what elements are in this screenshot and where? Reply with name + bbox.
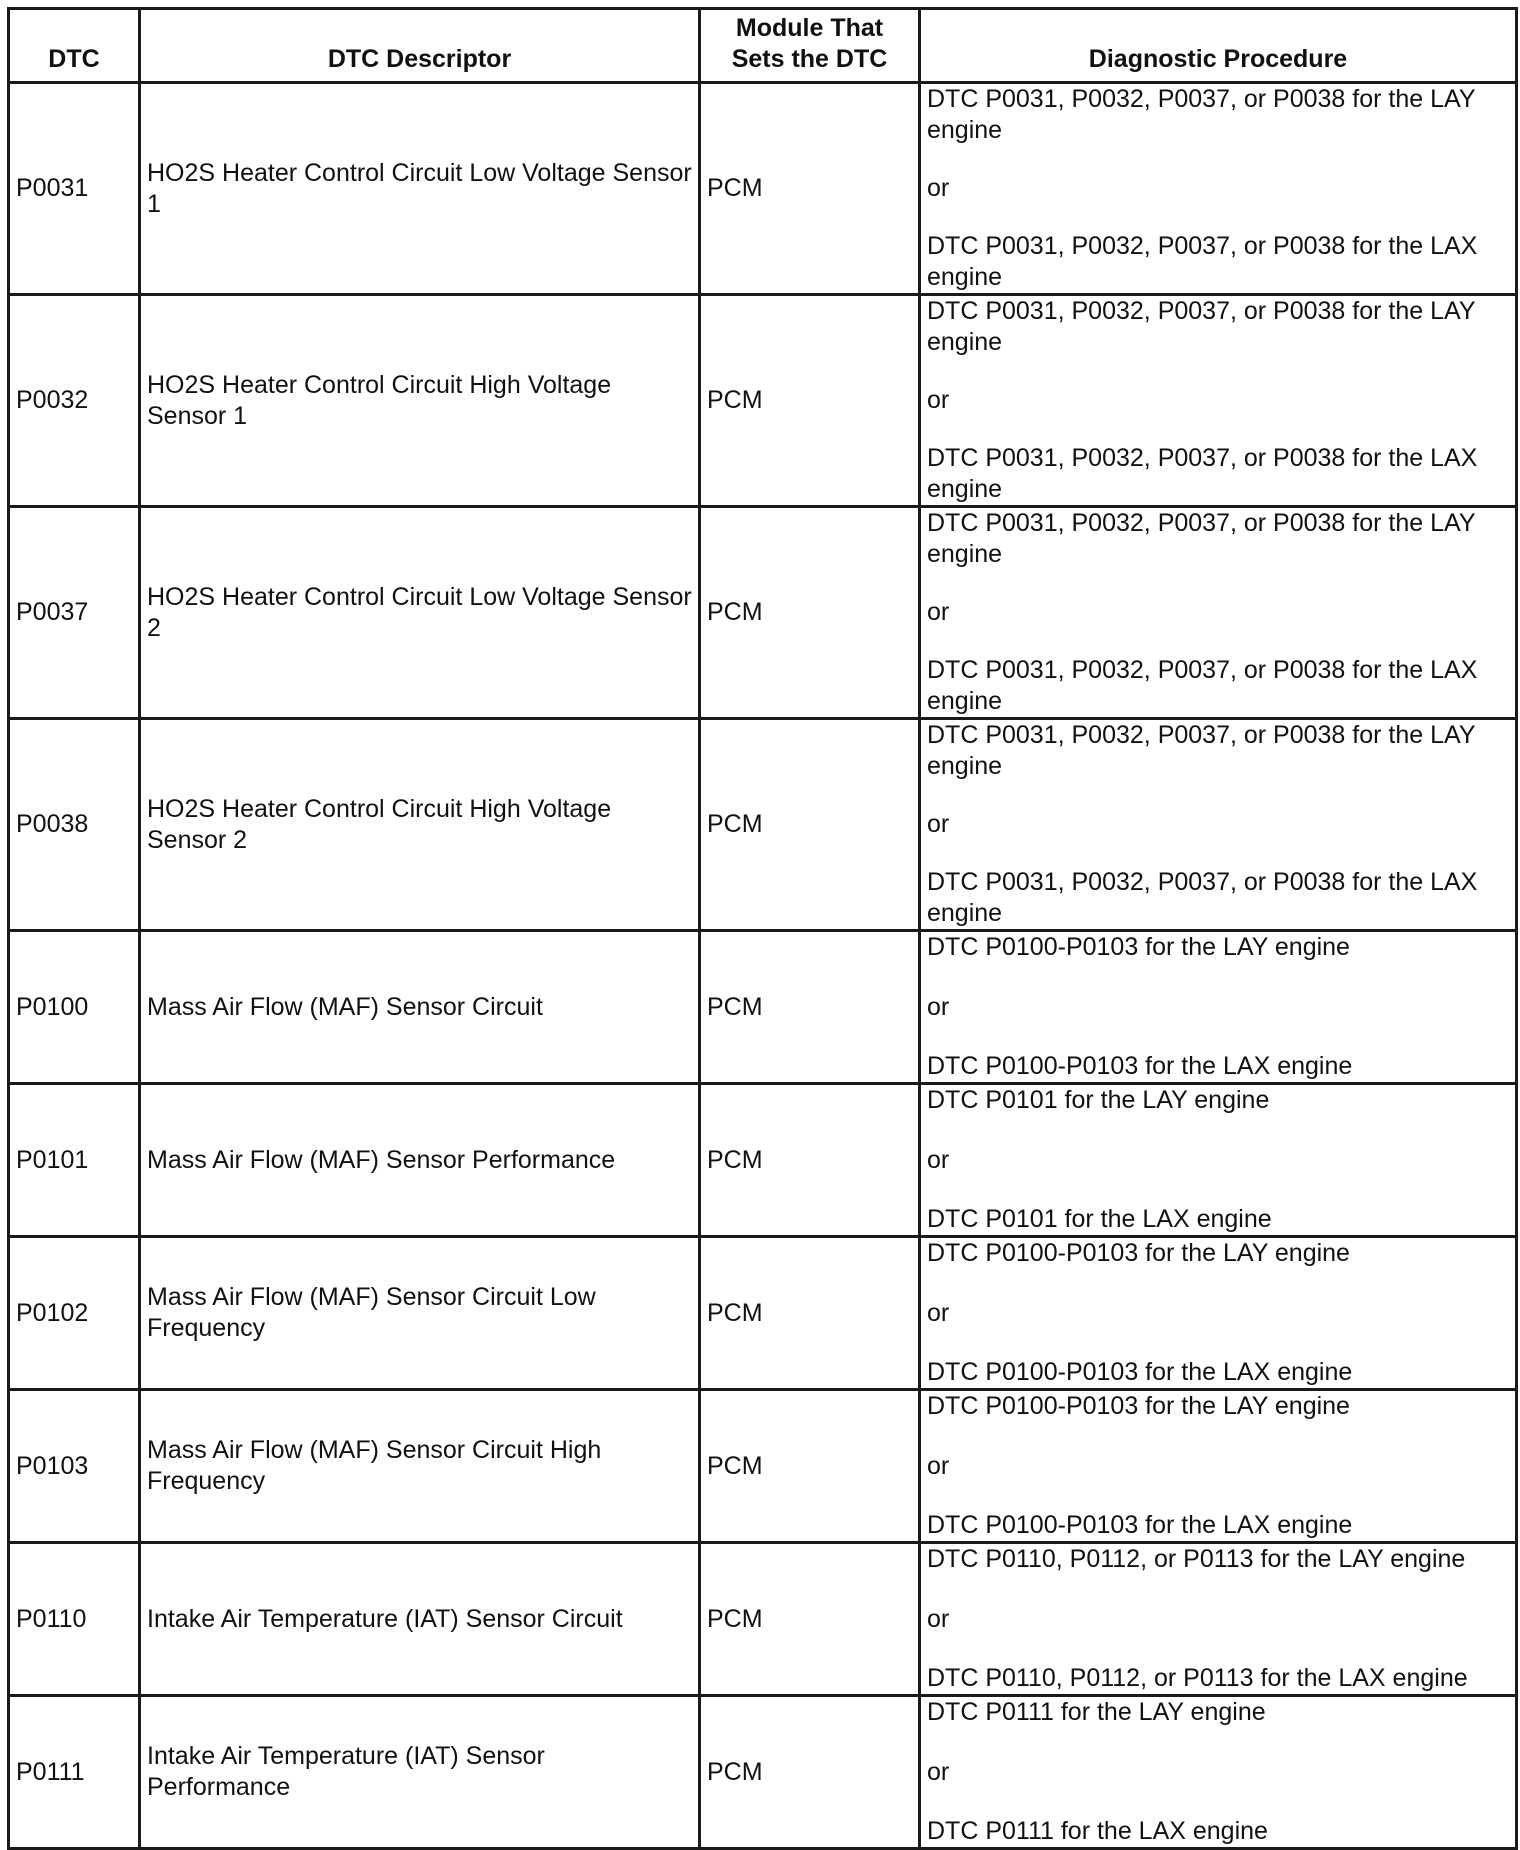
procedure-link-lay[interactable]: DTC P0031, P0032, P0037, or P0038 for the LAY engine xyxy=(927,297,1476,356)
diagnostic-procedure xyxy=(920,507,1517,719)
dtc-code: P0032 xyxy=(9,295,140,507)
dtc-descriptor: HO2S Heater Control Circuit High Voltage Sensor 2 xyxy=(140,719,700,931)
procedure-link-lax[interactable]: DTC P0031, P0032, P0037, or P0038 for the LAX engine xyxy=(927,656,1478,715)
procedure-link-lay[interactable]: DTC P0031, P0032, P0037, or P0038 for the LAY engine xyxy=(927,509,1476,568)
dtc-descriptor: Mass Air Flow (MAF) Sensor Circuit Low Frequency xyxy=(140,1237,700,1390)
procedure-link-lax[interactable]: DTC P0100-P0103 for the LAX engine xyxy=(927,1052,1353,1080)
dtc-descriptor: Mass Air Flow (MAF) Sensor Performance xyxy=(140,1084,700,1237)
procedure-link-lax[interactable]: DTC P0101 for the LAX engine xyxy=(927,1205,1272,1233)
dtc-descriptor: HO2S Heater Control Circuit Low Voltage Sensor 1 xyxy=(140,83,700,295)
table-row xyxy=(9,295,1517,507)
dtc-code: P0037 xyxy=(9,507,140,719)
header-module: Module That Sets the DTC xyxy=(700,9,920,83)
table-row xyxy=(9,507,1517,719)
procedure-link-lax[interactable]: DTC P0031, P0032, P0037, or P0038 for the LAX engine xyxy=(927,232,1478,291)
procedure-link-lay[interactable]: DTC P0101 for the LAY engine xyxy=(927,1086,1270,1114)
dtc-descriptor: HO2S Heater Control Circuit Low Voltage Sensor 2 xyxy=(140,507,700,719)
dtc-module: PCM xyxy=(700,507,920,719)
dtc-code: P0111 xyxy=(9,1696,140,1849)
dtc-module: PCM xyxy=(700,83,920,295)
procedure-or: or xyxy=(927,174,950,202)
dtc-module: PCM xyxy=(700,1696,920,1849)
table-row xyxy=(9,83,1517,295)
dtc-code: P0100 xyxy=(9,931,140,1084)
procedure-link-lax[interactable]: DTC P0100-P0103 for the LAX engine xyxy=(927,1358,1353,1386)
header-dtc: DTC xyxy=(9,9,140,83)
dtc-code: P0101 xyxy=(9,1084,140,1237)
diagnostic-procedure xyxy=(920,1696,1517,1849)
dtc-code: P0110 xyxy=(9,1543,140,1696)
dtc-descriptor: Mass Air Flow (MAF) Sensor Circuit xyxy=(140,931,700,1084)
dtc-module: PCM xyxy=(700,719,920,931)
diagnostic-procedure xyxy=(920,719,1517,931)
dtc-module: PCM xyxy=(700,1084,920,1237)
diagnostic-procedure xyxy=(920,1543,1517,1696)
dtc-module: PCM xyxy=(700,1390,920,1543)
dtc-module: PCM xyxy=(700,931,920,1084)
procedure-link-lay[interactable]: DTC P0110, P0112, or P0113 for the LAY engine xyxy=(927,1545,1466,1573)
table-row xyxy=(9,1390,1517,1543)
dtc-descriptor: Intake Air Temperature (IAT) Sensor Performance xyxy=(140,1696,700,1849)
procedure-link-lax[interactable]: DTC P0110, P0112, or P0113 for the LAX engine xyxy=(927,1664,1468,1692)
procedure-or: or xyxy=(927,1298,950,1327)
dtc-module: PCM xyxy=(700,1237,920,1390)
dtc-descriptor: Mass Air Flow (MAF) Sensor Circuit High Frequency xyxy=(140,1390,700,1543)
procedure-or: or xyxy=(927,1757,950,1786)
dtc-descriptor: Intake Air Temperature (IAT) Sensor Circuit xyxy=(140,1543,700,1696)
table-row xyxy=(9,1543,1517,1696)
table-row xyxy=(9,1696,1517,1849)
dtc-descriptor: HO2S Heater Control Circuit High Voltage Sensor 1 xyxy=(140,295,700,507)
procedure-link-lax[interactable]: DTC P0111 for the LAX engine xyxy=(927,1817,1268,1845)
dtc-code: P0038 xyxy=(9,719,140,931)
procedure-link-lax[interactable]: DTC P0031, P0032, P0037, or P0038 for the LAX engine xyxy=(927,868,1478,927)
procedure-or: or xyxy=(927,1145,950,1174)
procedure-or: or xyxy=(927,810,950,838)
procedure-link-lay[interactable]: DTC P0111 for the LAY engine xyxy=(927,1698,1266,1726)
diagnostic-procedure xyxy=(920,931,1517,1084)
diagnostic-procedure xyxy=(920,1084,1517,1237)
diagnostic-procedure xyxy=(920,295,1517,507)
dtc-table-sheet xyxy=(7,7,1515,1845)
table-header-row xyxy=(9,9,1517,83)
dtc-module: PCM xyxy=(700,295,920,507)
table-row xyxy=(9,931,1517,1084)
diagnostic-procedure xyxy=(920,83,1517,295)
procedure-or: or xyxy=(927,386,950,414)
dtc-module: PCM xyxy=(700,1543,920,1696)
diagnostic-procedure xyxy=(920,1237,1517,1390)
dtc-code: P0102 xyxy=(9,1237,140,1390)
header-descriptor: DTC Descriptor xyxy=(140,9,700,83)
procedure-link-lay[interactable]: DTC P0100-P0103 for the LAY engine xyxy=(927,1239,1350,1267)
procedure-or: or xyxy=(927,1604,950,1633)
procedure-link-lax[interactable]: DTC P0031, P0032, P0037, or P0038 for the LAX engine xyxy=(927,444,1478,503)
diagnostic-procedure xyxy=(920,1390,1517,1543)
table-row xyxy=(9,719,1517,931)
procedure-or: or xyxy=(927,992,950,1021)
procedure-or: or xyxy=(927,598,950,626)
procedure-link-lax[interactable]: DTC P0100-P0103 for the LAX engine xyxy=(927,1511,1353,1539)
procedure-link-lay[interactable]: DTC P0031, P0032, P0037, or P0038 for the LAY engine xyxy=(927,721,1476,780)
procedure-link-lay[interactable]: DTC P0031, P0032, P0037, or P0038 for the LAY engine xyxy=(927,85,1476,144)
table-row xyxy=(9,1237,1517,1390)
dtc-code: P0103 xyxy=(9,1390,140,1543)
dtc-code: P0031 xyxy=(9,83,140,295)
procedure-link-lay[interactable]: DTC P0100-P0103 for the LAY engine xyxy=(927,1392,1350,1420)
procedure-or: or xyxy=(927,1451,950,1480)
procedure-link-lay[interactable]: DTC P0100-P0103 for the LAY engine xyxy=(927,933,1350,961)
dtc-table xyxy=(7,7,1518,1850)
table-row xyxy=(9,1084,1517,1237)
header-procedure: Diagnostic Procedure xyxy=(920,9,1517,83)
